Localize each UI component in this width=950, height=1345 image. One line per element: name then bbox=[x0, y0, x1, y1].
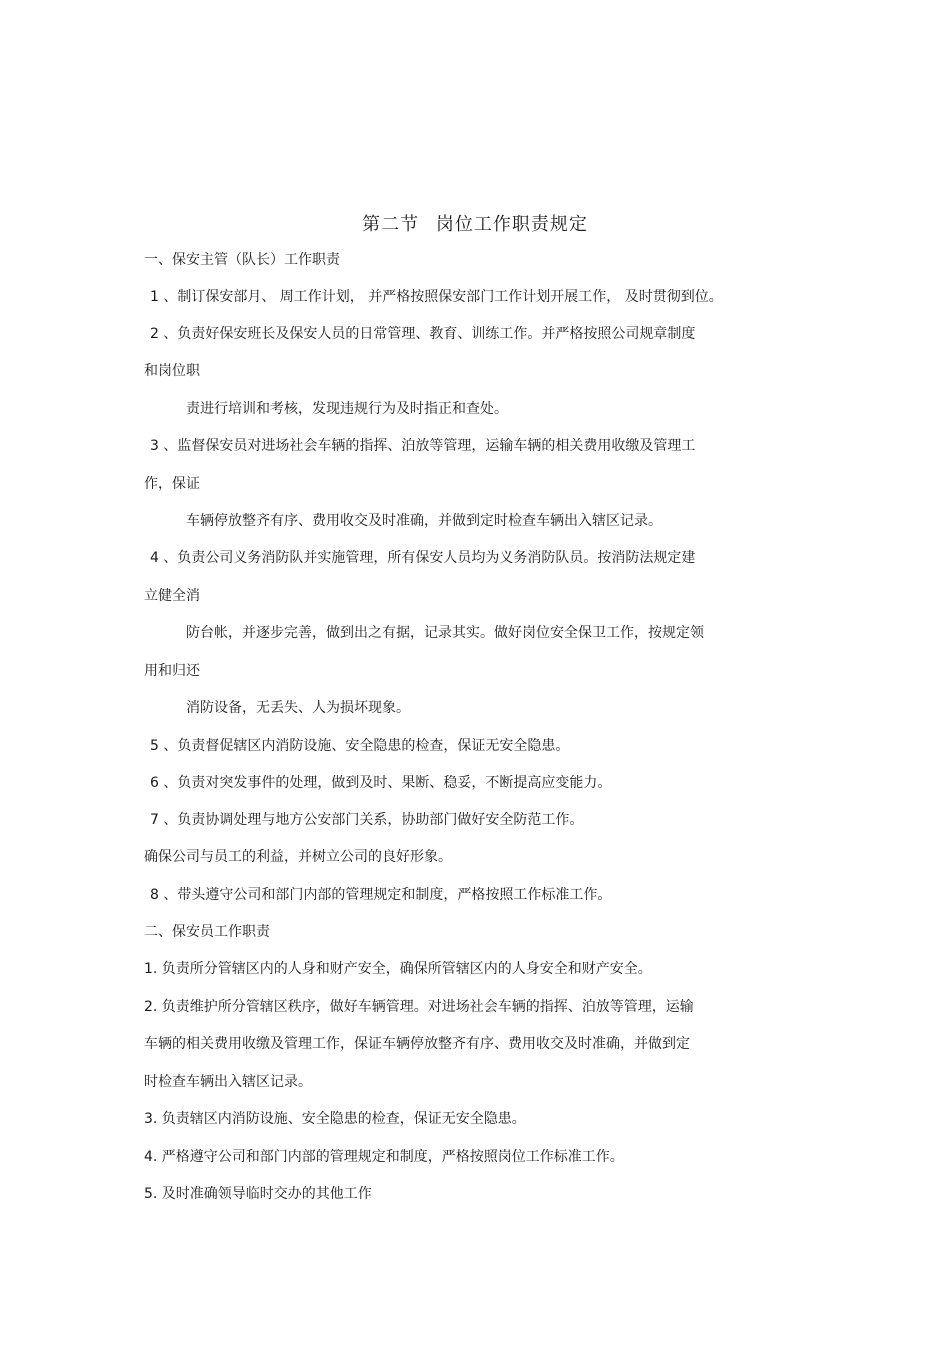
paragraph-line: 责进行培训和考核，发现违规行为及时指正和查处。 bbox=[186, 401, 508, 417]
paragraph-line: 5. 及时准确领导临时交办的其他工作 bbox=[144, 1186, 372, 1202]
paragraph-line: 确保公司与员工的利益，并树立公司的良好形象。 bbox=[144, 849, 452, 865]
paragraph-line: 消防设备，无丢失、人为损坏现象。 bbox=[186, 700, 410, 716]
paragraph-line: 立健全消 bbox=[144, 588, 200, 604]
paragraph-line: 作，保证 bbox=[144, 476, 200, 492]
paragraph-line: 6 、负责对突发事件的处理，做到及时、果断、稳妥，不断提高应变能力。 bbox=[150, 775, 612, 791]
paragraph-line: 2 、负责好保安班长及保安人员的日常管理、教育、训练工作。并严格按照公司规章制度 bbox=[150, 326, 696, 342]
paragraph-line: 防台帐，并逐步完善，做到出之有据，记录其实。做好岗位安全保卫工作，按规定领 bbox=[186, 625, 704, 641]
paragraph-line: 3. 负责辖区内消防设施、安全隐患的检查，保证无安全隐患。 bbox=[144, 1111, 526, 1127]
paragraph-line: 1. 负责所分管辖区内的人身和财产安全，确保所管辖区内的人身安全和财产安全。 bbox=[144, 961, 652, 977]
paragraph-line: 5 、负责督促辖区内消防设施、安全隐患的检查，保证无安全隐患。 bbox=[150, 738, 570, 754]
paragraph-line: 1 、制订保安部月、 周工作计划， 并严格按照保安部门工作计划开展工作， 及时贯彻到位。 bbox=[150, 289, 723, 305]
paragraph-line: 3 、监督保安员对进场社会车辆的指挥、泊放等管理，运输车辆的相关费用收缴及管理工 bbox=[150, 438, 696, 454]
section-heading-guard: 二、保安员工作职责 bbox=[144, 924, 270, 940]
paragraph-line: 用和归还 bbox=[144, 663, 200, 679]
paragraph-line: 和岗位职 bbox=[144, 363, 200, 379]
paragraph-line: 8 、带头遵守公司和部门内部的管理规定和制度，严格按照工作标准工作。 bbox=[150, 887, 612, 903]
paragraph-line: 4 、负责公司义务消防队并实施管理，所有保安人员均为义务消防队员。按消防法规定建 bbox=[150, 550, 696, 566]
paragraph-line: 2. 负责维护所分管辖区秩序，做好车辆管理。对进场社会车辆的指挥、泊放等管理，运输 bbox=[144, 999, 694, 1015]
paragraph-line: 车辆停放整齐有序、费用收交及时准确，并做到定时检查车辆出入辖区记录。 bbox=[186, 513, 662, 529]
paragraph-line: 时检查车辆出入辖区记录。 bbox=[144, 1074, 312, 1090]
section-heading-supervisor: 一、保安主管（队长）工作职责 bbox=[144, 252, 340, 268]
paragraph-line: 车辆的相关费用收缴及管理工作，保证车辆停放整齐有序、费用收交及时准确，并做到定 bbox=[144, 1036, 690, 1052]
paragraph-line: 7 、负责协调处理与地方公安部门关系，协助部门做好安全防范工作。 bbox=[150, 812, 584, 828]
page-title: 第二节 岗位工作职责规定 bbox=[362, 214, 588, 235]
paragraph-line: 4. 严格遵守公司和部门内部的管理规定和制度，严格按照岗位工作标准工作。 bbox=[144, 1149, 624, 1165]
